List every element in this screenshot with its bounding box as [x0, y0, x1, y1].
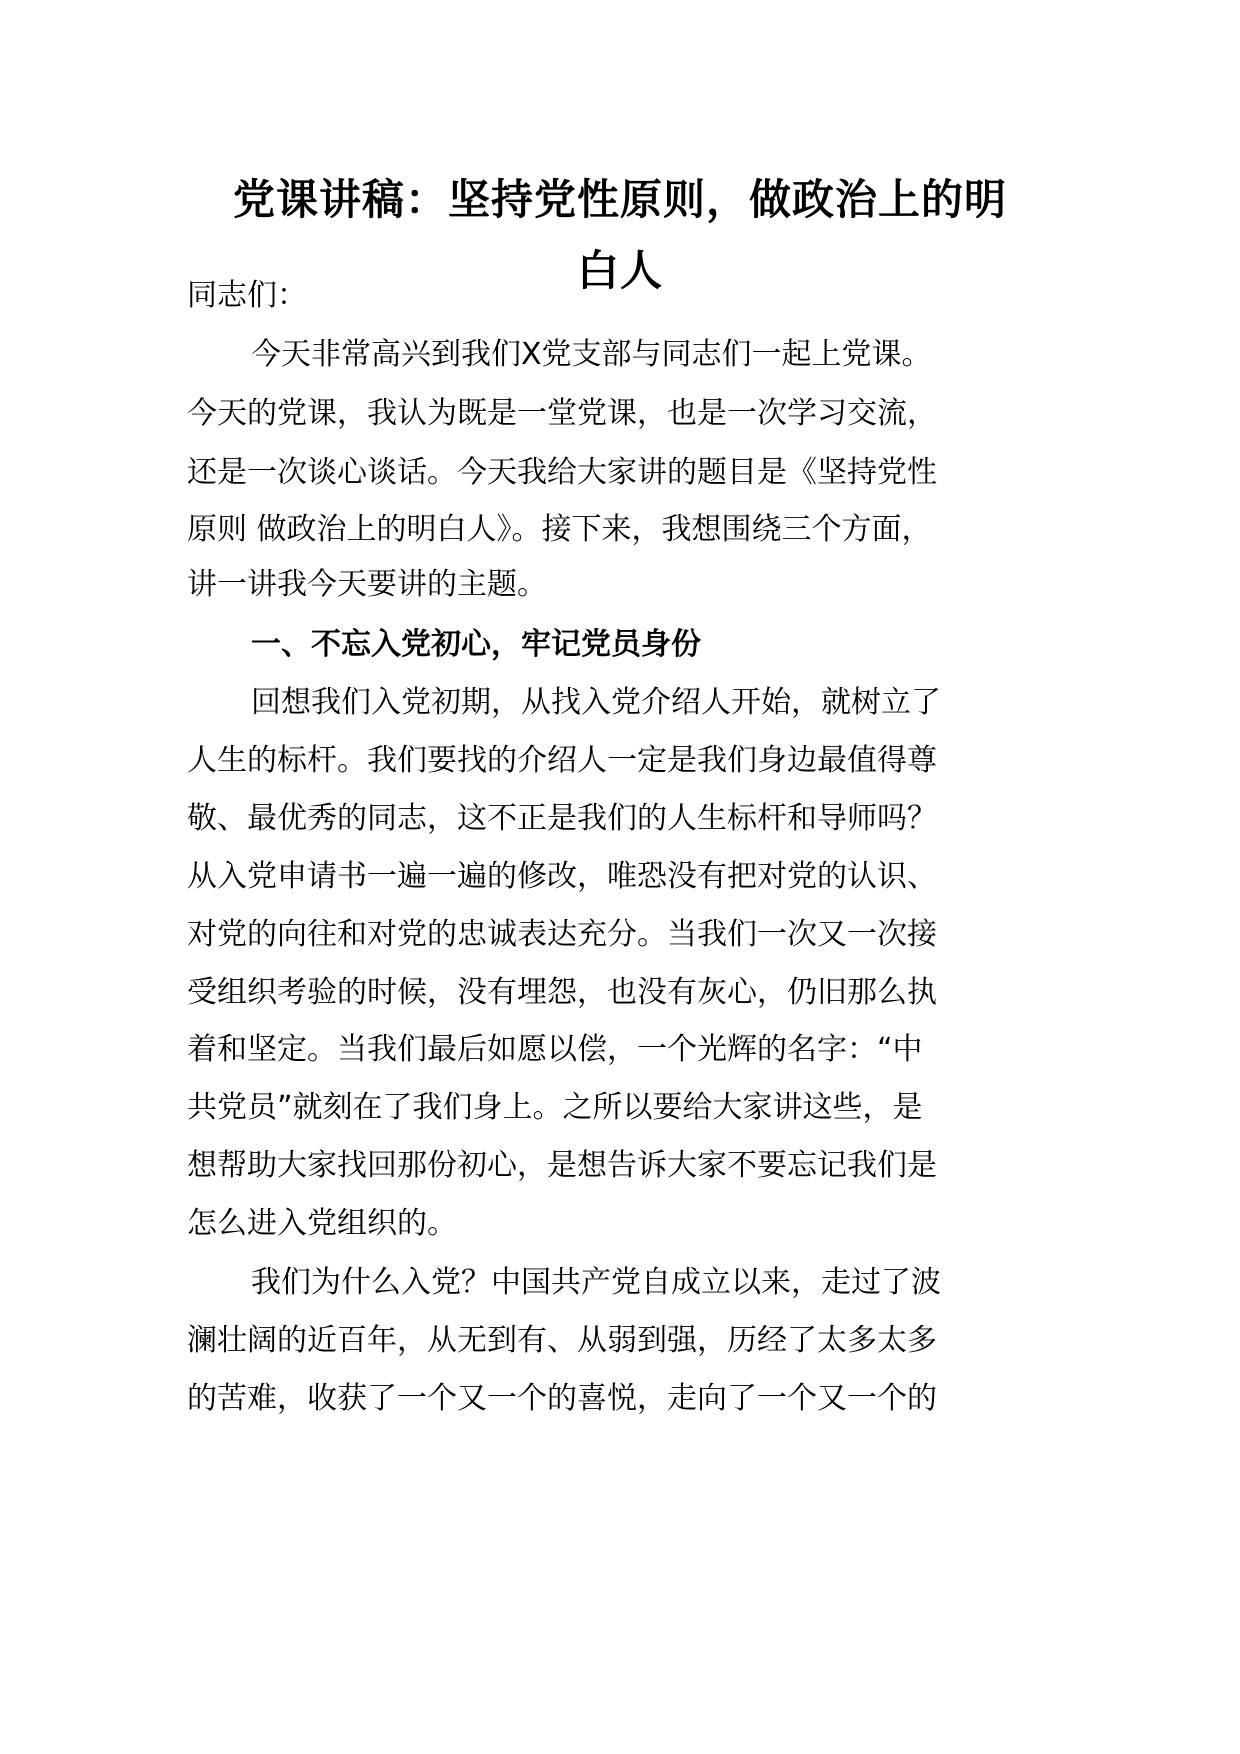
- paragraph1-line: 人生的标杆。我们要找的介绍人一定是我们身边最值得尊: [187, 743, 937, 778]
- title-line: 白人: [576, 246, 663, 295]
- intro-line: 今天非常高兴到我们X党支部与同志们一起上党课。: [251, 337, 932, 372]
- intro-line: 还是一次谈心谈话。今天我给大家讲的题目是《坚持党性: [187, 455, 937, 490]
- section-heading: 一、不忘入党初心，牢记党员身份: [251, 627, 701, 662]
- intro-line: 今天的党课，我认为既是一堂党课，也是一次学习交流，: [187, 396, 937, 431]
- paragraph1-line: 从入党申请书一遍一遍的修改，唯恐没有把对党的认识、: [187, 859, 937, 894]
- paragraph2-line: 我们为什么入党？中国共产党自成立以来，走过了波: [251, 1265, 941, 1300]
- paragraph2-line: 澜壮阔的近百年，从无到有、从弱到强，历经了太多太多: [187, 1323, 937, 1358]
- greeting: 同志们：: [187, 278, 307, 313]
- paragraph1-line: 着和坚定。当我们最后如愿以偿，一个光辉的名字：“中: [187, 1032, 923, 1067]
- paragraph1-line: 受组织考验的时候，没有埋怨，也没有灰心，仍旧那么执: [187, 975, 937, 1010]
- paragraph1-line: 回想我们入党初期，从找入党介绍人开始，就树立了: [251, 685, 941, 720]
- title-line: 党课讲稿：坚持党性原则，做政治上的明: [232, 175, 1007, 224]
- paragraph1-line: 想帮助大家找回那份初心，是想告诉大家不要忘记我们是: [187, 1148, 937, 1183]
- paragraph2-line: 的苦难，收获了一个又一个的喜悦，走向了一个又一个的: [187, 1381, 937, 1416]
- intro-line: 讲一讲我今天要讲的主题。: [187, 567, 547, 602]
- paragraph1-line: 敬、最优秀的同志，这不正是我们的人生标杆和导师吗？: [187, 801, 937, 836]
- paragraph1-line: 对党的向往和对党的忠诚表达充分。当我们一次又一次接: [187, 917, 937, 952]
- document-title: [186, 164, 1054, 306]
- paragraph1-line: 怎么进入党组织的。: [187, 1206, 457, 1241]
- paragraph1-line: 共党员”就刻在了我们身上。之所以要给大家讲这些，是: [187, 1090, 923, 1125]
- intro-line: 原则 做政治上的明白人》。接下来，我想围绕三个方面，: [187, 512, 932, 547]
